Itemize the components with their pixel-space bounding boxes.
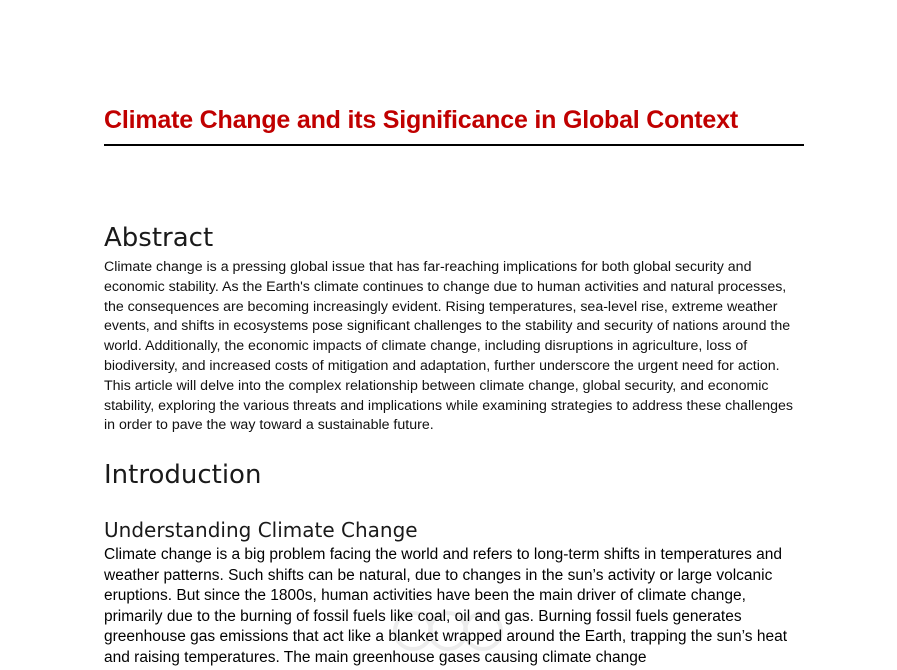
- abstract-paragraph: Climate change is a pressing global issue that has far-reaching implications for both global security and economic stability. As the Earth's climate continues to change due to human activities and natural processes, the consequences are becoming increasingly evident. Rising temperatures, sea-level rise, extreme weather events, and shifts in ecosystems pose significant challenges to the stability and security of nations around the world. Additionally, the economic impacts of climate change, including disruptions in agriculture, loss of biodiversity, and increased costs of mitigation and adaptation, further underscore the urgent need for action. This article will delve into the complex relationship between climate change, global security, and economic stability, exploring the various threats and implications while examining strategies to address these challenges in order to pave the way toward a sustainable future.: [104, 259, 793, 434]
- title-underline-rule: [104, 144, 804, 146]
- document-title: Climate Change and its Significance in Global Context: [104, 106, 738, 134]
- understanding-climate-change-paragraph: Climate change is a big problem facing the world and refers to long-term shifts in temperatures and weather patterns. Such shifts can be natural, due to changes in the sun’s activity or large volcanic eruptions. But since the 1800s, human activities have been the main driver of climate change, primarily due to the burning of fossil fuels like coal, oil and gas. Burning fossil fuels generates greenhouse gas emissions that act like a blanket wrapped around the Earth, trapping the sun’s heat and raising temperatures. The main greenhouse gases causing climate change: [104, 546, 788, 666]
- introduction-heading: Introduction: [104, 460, 262, 490]
- understanding-climate-change-heading: Understanding Climate Change: [104, 518, 418, 542]
- abstract-heading: Abstract: [104, 223, 214, 253]
